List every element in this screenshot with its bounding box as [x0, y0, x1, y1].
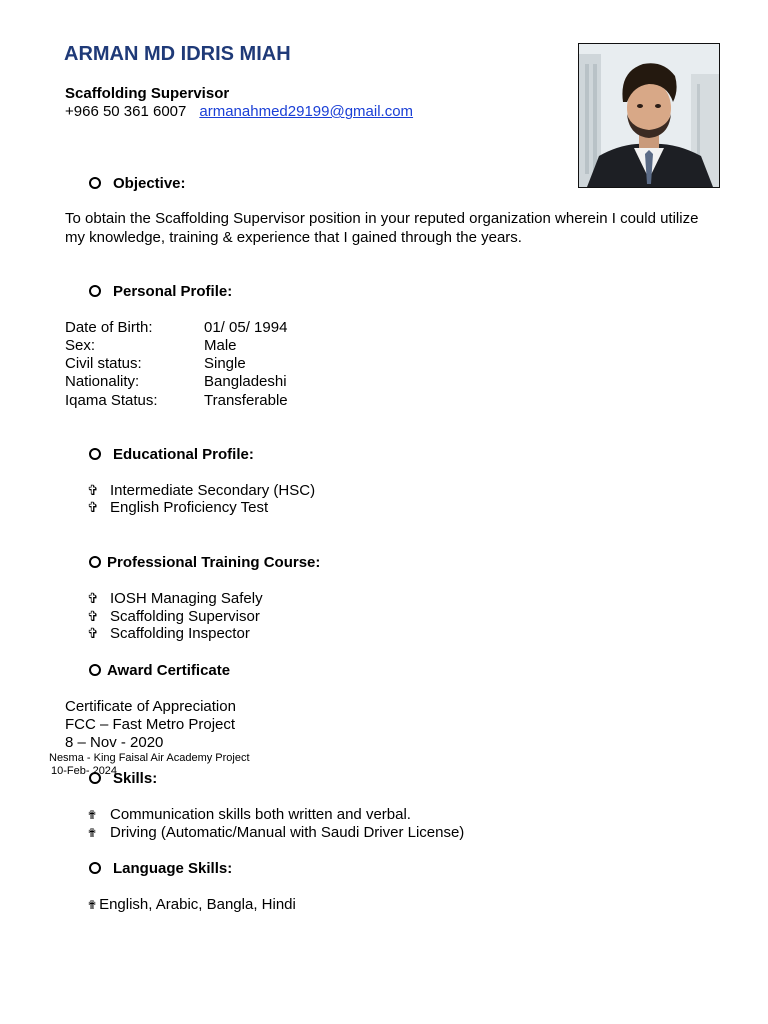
education-heading: Educational Profile:: [89, 446, 254, 463]
circle-icon: [89, 664, 101, 676]
circle-icon: [89, 177, 101, 189]
award-small-line: 10-Feb- 2024: [51, 765, 118, 777]
profile-label: Date of Birth:: [65, 319, 153, 336]
job-title: Scaffolding Supervisor: [65, 85, 230, 102]
list-item: ✞ Intermediate Secondary (HSC): [87, 482, 316, 499]
profile-value: Bangladeshi: [204, 373, 287, 390]
profile-row-civil-status: [65, 355, 246, 372]
language-list: ✟ English, Arabic, Bangla, Hindi: [87, 896, 296, 913]
candidate-name: ARMAN MD IDRIS MIAH: [64, 43, 291, 65]
list-item: ✟ Driving (Automatic/Manual with Saudi Driver License): [87, 824, 465, 841]
profile-label: Iqama Status:: [65, 392, 158, 409]
award-line: FCC – Fast Metro Project: [65, 716, 236, 733]
objective-text: To obtain the Scaffolding Supervisor position in your reputed organization wherein I could utilize my knowledge, training & experience that I gained through the years.: [65, 210, 699, 246]
profile-label: Nationality:: [65, 373, 140, 390]
profile-value: Single: [204, 355, 246, 372]
list-item: ✞ Scaffolding Inspector: [87, 625, 250, 642]
profile-row-dob: [65, 319, 287, 336]
phone-number: +966 50 361 6007: [65, 103, 187, 120]
award-line: Certificate of Appreciation: [65, 698, 236, 715]
award-line: 8 – Nov - 2020: [65, 734, 164, 751]
award-small-line: Nesma - King Faisal Air Academy Project: [49, 752, 250, 764]
profile-row-iqama: [65, 392, 288, 409]
profile-label: Civil status:: [65, 355, 142, 372]
list-item: ✞ Scaffolding Supervisor: [87, 608, 260, 625]
cross-bullet-icon: ✞: [87, 608, 99, 624]
profile-label: Sex:: [65, 337, 96, 354]
language-heading: Language Skills:: [89, 860, 232, 877]
cross-bullet-icon: ✞: [87, 499, 99, 515]
profile-value: Transferable: [204, 392, 288, 409]
cross-bullet-icon: ✟: [87, 826, 98, 840]
list-item: ✞ English Proficiency Test: [87, 499, 269, 516]
profile-value: 01/ 05/ 1994: [204, 319, 288, 336]
cross-bullet-icon: ✞: [87, 625, 99, 641]
circle-icon: [89, 448, 101, 460]
cross-bullet-icon: ✞: [87, 590, 99, 606]
personal-profile-heading: Personal Profile:: [89, 283, 232, 300]
profile-value: Male: [204, 337, 237, 354]
skills-heading: Skills:: [89, 770, 157, 787]
circle-icon: [89, 862, 101, 874]
training-heading: Professional Training Course:: [89, 554, 320, 571]
profile-row-nationality: [65, 373, 287, 390]
cross-bullet-icon: ✞: [87, 482, 99, 498]
portrait-image: [579, 44, 719, 187]
profile-row-sex: [65, 337, 237, 354]
profile-photo: [578, 43, 720, 188]
contact-line: [65, 103, 413, 120]
circle-icon: [89, 556, 101, 568]
list-item: ✞ IOSH Managing Safely: [87, 590, 263, 607]
email-link[interactable]: armanahmed29199@gmail.com: [199, 103, 414, 120]
objective-heading: Objective:: [89, 175, 186, 192]
circle-icon: [89, 285, 101, 297]
cross-bullet-icon: ✟: [87, 808, 98, 822]
cross-bullet-icon: ✟: [87, 898, 98, 912]
list-item: ✟ Communication skills both written and verbal.: [87, 806, 411, 823]
award-heading: Award Certificate: [89, 662, 230, 679]
